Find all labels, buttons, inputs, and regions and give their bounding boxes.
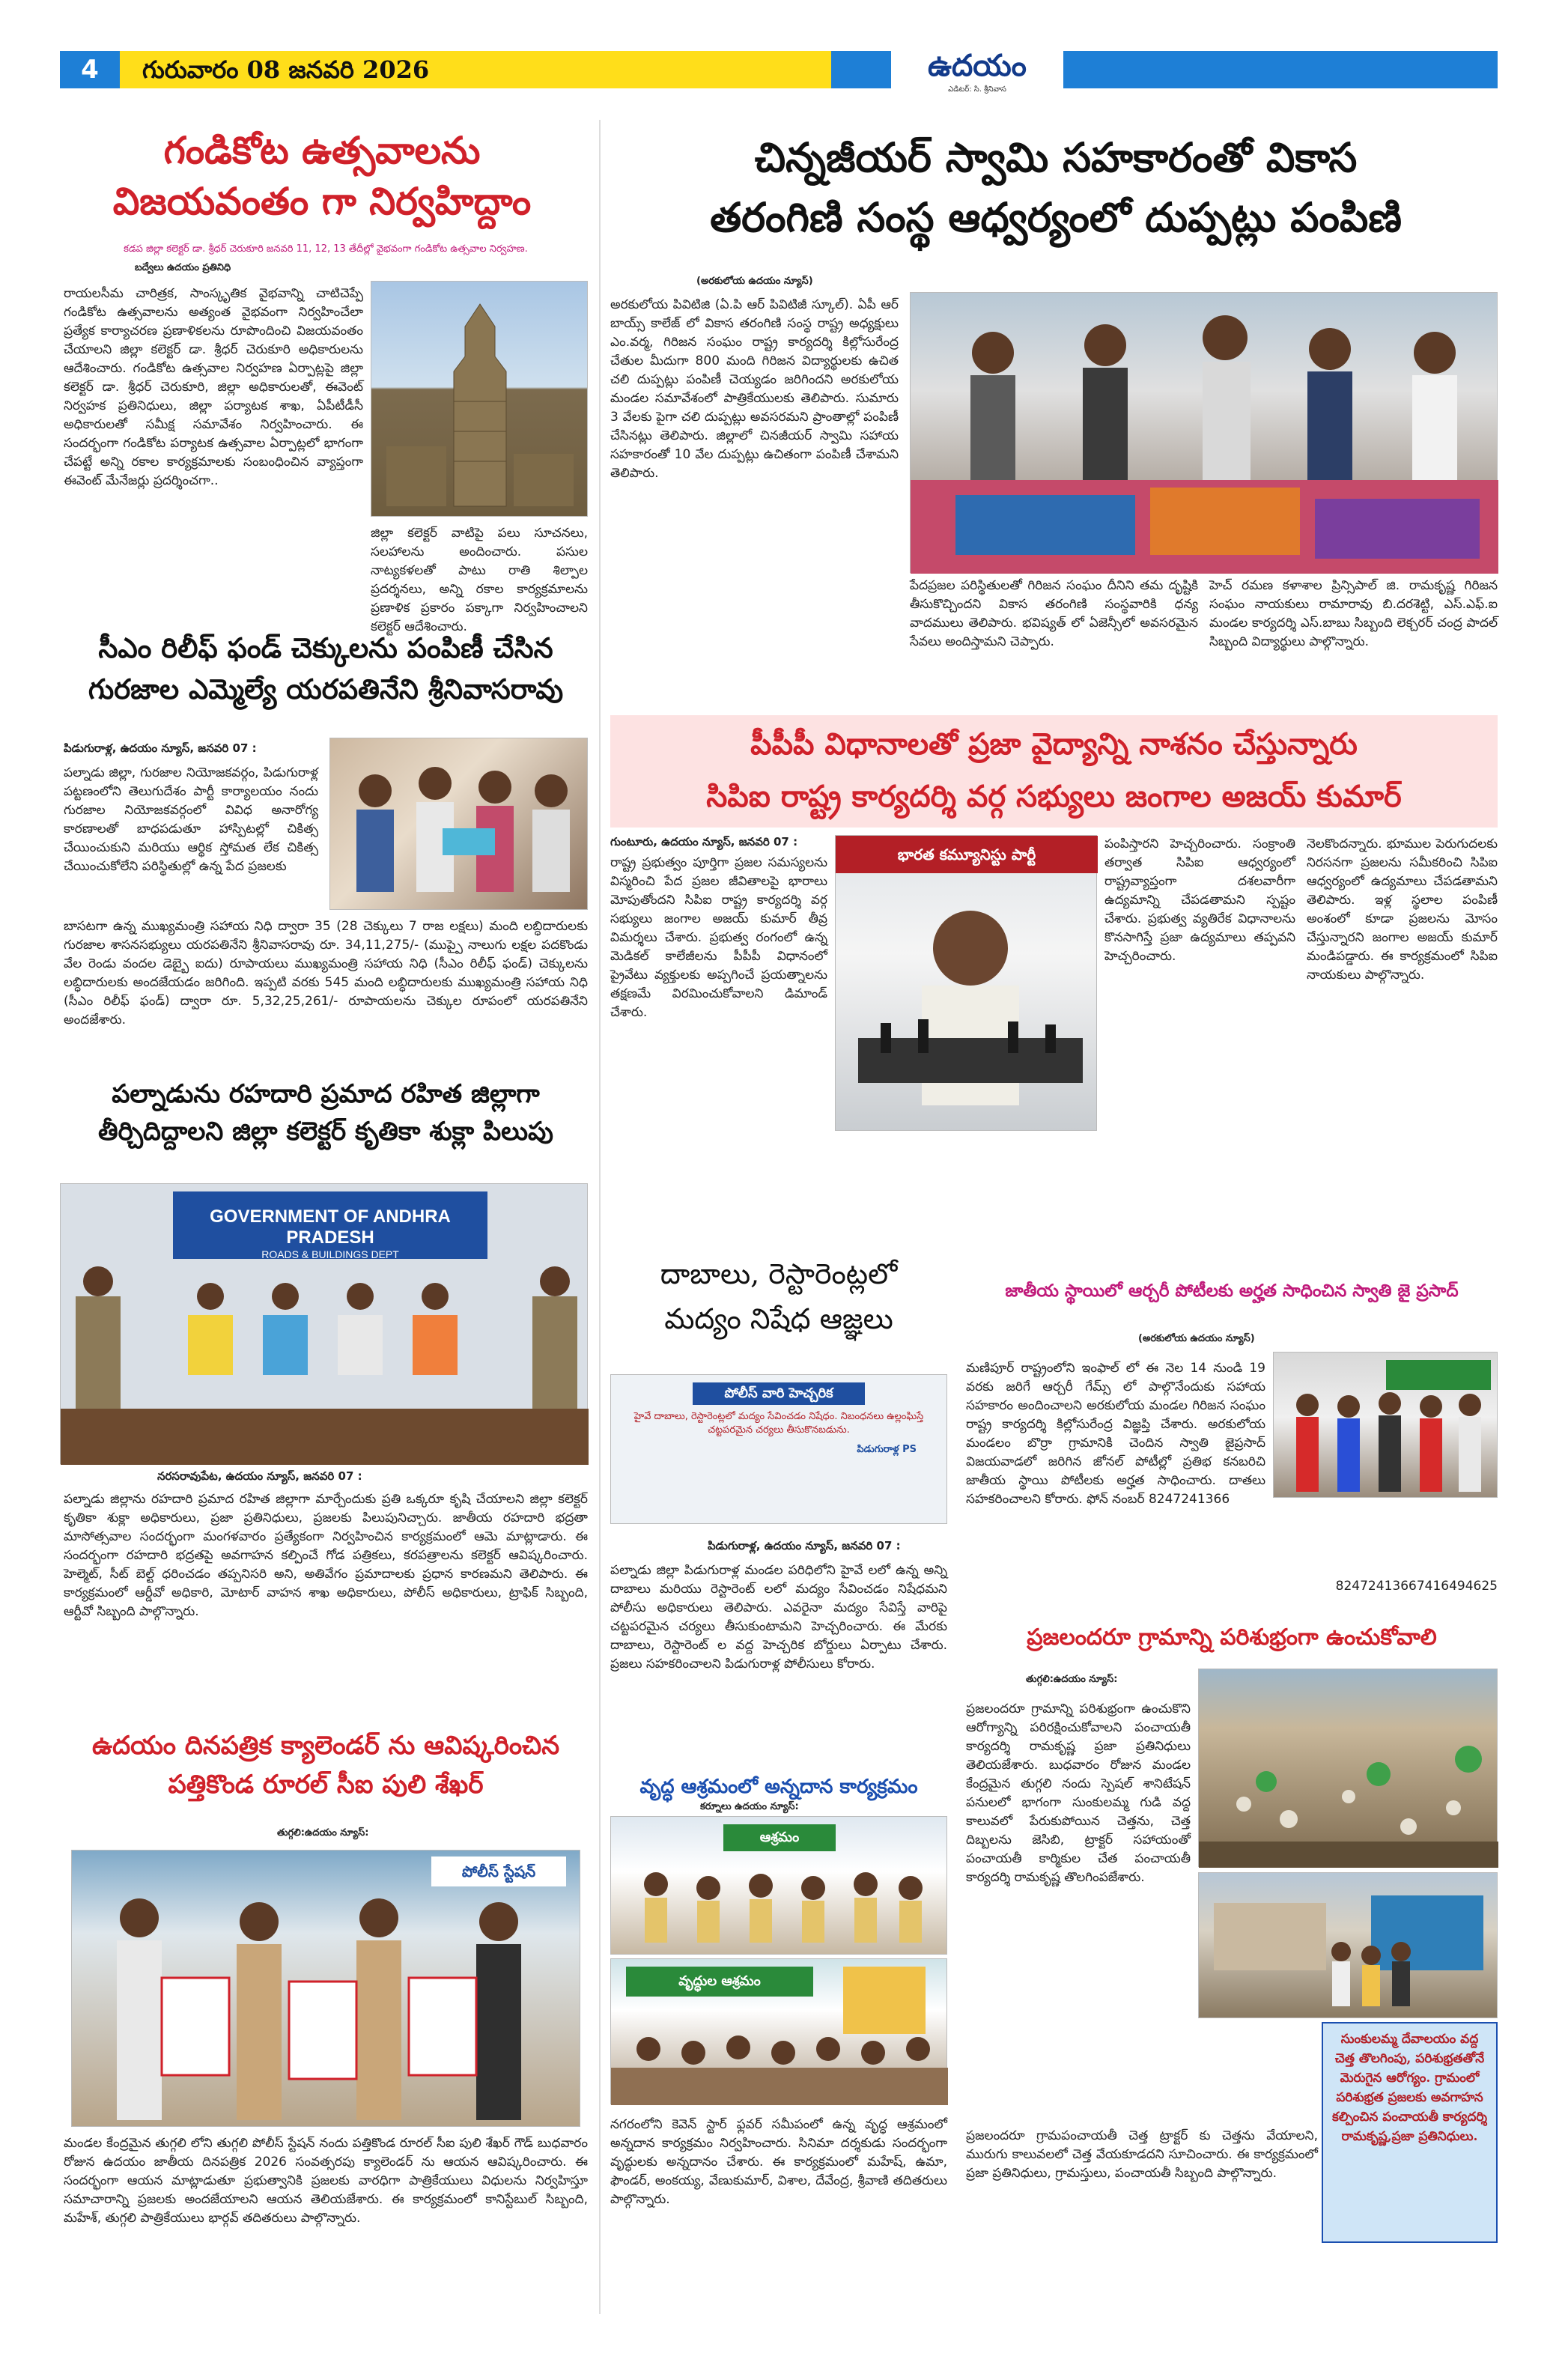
masthead xyxy=(60,48,1498,94)
officials-with-posters-icon xyxy=(61,1184,589,1465)
ppp-body-3: నెలకొందన్నారు. భూముల పెరుగుదలకు నిరసనగా ప్రజలను సమీకరించి సిపిఐ ఆధ్వర్యంలో ఉద్యమాలు చేపడతామని తెలిపారు. ఇళ్ల స్థలాల పంపిణీ అంశంలో కూడా ప్రజలను మోసం చేస్తున్నారని జంగాల అజయ్ కుమార్ మండిపడ్డారు. ఈ కార్యక్రమంలో సిపిఐ నాయకులు పాల్గొన్నారు. xyxy=(1307,837,1498,983)
newspaper-logo xyxy=(891,46,1063,96)
ppp-headline-1: పీపీపీ విధానాలతో ప్రజా వైద్యాన్ని నాశనం చేస్తున్నారు xyxy=(750,726,1358,762)
cpi-banner: భారత కమ్యూనిస్టు పార్టీ xyxy=(836,836,1098,873)
archery-team-photo xyxy=(1273,1352,1498,1498)
palnadu-dateline: నరసరావుపేట, ఉదయం న్యూస్, జనవరి 07 : xyxy=(157,1469,362,1483)
gandikota-body-1: రాయలసీమ చారిత్రక, సాంస్కృతిక వైభవాన్ని చాటిచెప్పే గండికోట ఉత్సవాలను అత్యంత వైభవంగా నిర్వహించేలా ప్రత్యేక కార్యాచరణ ప్రణాళికలను రూపొందించి విజయవంతం చేయాలని జిల్లా కలెక్టర్ డా. శ్రీధర్ చెరుకూరి అధికారులను ఆదేశించారు. గండికోట ఉత్సవాల నిర్వహణ ఏర్పాట్లపై జిల్లా కలెక్టర్ డా. శ్రీధర్ చెరుకూరి, జిల్లా అధికారులతో, ఈవెంట్ నిర్వహక ప్రతినిధులు, జిల్లా పర్యాటక శాఖ, ఏపీటీడీసీ అధికారులతో సమీక్ష సమావేశం నిర్వహించారు. ఈ సందర్భంగా గండికోట పర్యాటక ఉత్సవాల ఏర్పాట్లలో భాగంగా చేపట్టే అన్ని రకాల కార్యక్రమాలకు సంబంధించిన వ్యాప్తంగా ఈవెంట్ మేనేజర్లు ప్రదర్శించగా.. xyxy=(64,286,363,488)
cm-relief-headline-1: సీఎం రిలీఫ్ ఫండ్ చెక్కులను పంపిణీ చేసిన xyxy=(98,631,553,664)
calendar-headline-1: ఉదయం దినపత్రిక క్యాలెండర్ ను ఆవిష్కరించిన xyxy=(91,1731,560,1761)
cleanup-work-photo xyxy=(1198,1872,1498,2018)
dhaba-headline-2: మద్యం నిషేధ ఆజ్ఞలు xyxy=(664,1302,893,1335)
garbage-site-photo xyxy=(1198,1669,1498,1867)
village-clean-callout: సుంకులమ్మ దేవాలయం వద్ద చెత్త తొలగింపు, పరిశుభ్రతతోనే మెరుగైన ఆరోగ్యం. గ్రామంలో పరిశుభ్రత ప్రజలకు అవగాహన కల్పించిన పంచాయతీ కార్యదర్శి రామకృష్ణ,ప్రజా ప్రతినిధులు. xyxy=(1322,2022,1498,2243)
ashram-sign-2: వృద్ధుల ఆశ్రమం xyxy=(626,1967,813,1997)
village-clean-dateline: తుగ్గలి:ఉదయం న్యూస్: xyxy=(1026,1674,1118,1685)
gandikota-headline-1: గండికోట ఉత్సవాలను xyxy=(163,128,481,172)
cm-relief-headline-2: గురజాల ఎమ్మెల్యే యరపతినేని శ్రీనివాసరావు xyxy=(88,673,564,705)
dhaba-dateline: పిడుగురాళ్ల, ఉదయం న్యూస్, జనవరి 07 : xyxy=(708,1539,901,1552)
column-divider xyxy=(599,120,601,2314)
elderly-group-icon xyxy=(611,1959,948,2105)
temple-tower-icon xyxy=(371,282,589,517)
gandikota-dateline: బద్వేలు ఉదయం ప్రతినిధి xyxy=(135,262,231,273)
ppp-headline-2: సిపిఐ రాష్ట్ర కార్యదర్శి వర్గ సభ్యులు జంగాల అజయ్ కుమార్ xyxy=(706,779,1402,814)
govt-banner-title: GOVERNMENT OF ANDHRA PRADESH xyxy=(210,1206,451,1248)
cm-relief-dateline: పిడుగురాళ్ల, ఉదయం న్యూస్, జనవరి 07 : xyxy=(64,741,257,755)
blanket-distribution-photo xyxy=(910,292,1498,573)
jeeyar-headline-1: చిన్నజీయర్ స్వామి సహకారంతో వికాస xyxy=(754,133,1358,181)
calendar-launch-photo xyxy=(71,1850,580,2127)
calendar-dateline: తుగ్గలి:ఉదయం న్యూస్: xyxy=(277,1827,369,1839)
page-number: 4 xyxy=(60,51,120,88)
jeeyar-body-3: హెచ్ రమణ కళాశాల ప్రిన్సిపాల్ జి. రామకృష్ణ గిరిజన సంఘం నాయకులు రామారావు బి.దరశెట్టి, ఎస్.ఎఫ్.ఐ మండల కార్యదర్శి ఎస్.బాబు సిబ్బంది లెక్చరర్ చంద్ర పాదల్ సిబ్బంది విద్యార్థులు పాల్గొన్నారు. xyxy=(1209,578,1498,649)
cm-relief-body-2: బాసటగా ఉన్న ముఖ్యమంత్రి సహాయ నిధి ద్వారా 35 (28 చెక్కులు 7 రాజ లక్షలు) మంది లబ్ధిదారులకు గురజాల శాసనసభ్యులు యరపతినేని శ్రీనివాసరావు రూ. 34,11,275/- (ముప్పై నాలుగు లక్షల పదకొండు వేల రెండు వందల డెబ్బై ఐదు) రూపాయలు ముఖ్యమంత్రి సహాయ నిధి (సీఎం రిలీఫ్ ఫండ్) చెక్కులను లబ్ధిదారులకు అందజేయడం జరిగింది. ఇప్పటి వరకు 545 మంది లబ్ధిదారులకు ముఖ్యమంత్రి సహాయ నిధి (సీఎం రిలీఫ్ ఫండ్) ద్వారా రూ. 5,32,25,261/- రూపాయలను చెక్కుల రూపంలో యరపతినేని అందజేశారు. xyxy=(64,919,588,1027)
calendar-headline-2: పత్తికొండ రూరల్ సీఐ పులి శేఖర్ xyxy=(168,1770,484,1800)
jeeyar-dateline: (అరకులోయ ఉదయం న్యూస్) xyxy=(696,276,813,287)
dhaba-body: పల్నాడు జిల్లా పిడుగురాళ్ల మండల పరిధిలోని హైవే లలో ఉన్న అన్ని దాబాలు మరియు రెస్టారెంట్ లలో మద్యం సేవించడం నిషేధమని పోలీసు అధికారులు తెలిపారు. ఎవరైనా మద్యం సేవిస్తే వారిపై చట్టపరమైన చర్యలు తీసుకుంటామని హెచ్చరించారు. ఈ మేరకు దాబాలు, రెస్టారెంట్ ల వద్ద హెచ్చరిక బోర్డులు ఏర్పాటు చేశారు. ప్రజలు సహకరించాలని పిడుగురాళ్ల పోలీసులు కోరారు. xyxy=(610,1563,947,1672)
archery-phone: 82472413667416494625 xyxy=(1335,1579,1498,1594)
warning-board-title: పోలీస్ వారి హెచ్చరిక xyxy=(693,1382,865,1405)
palnadu-meeting-photo xyxy=(60,1183,588,1464)
police-station-sign: పోలీస్ స్టేషన్ xyxy=(431,1857,566,1886)
gandikota-headline-2: విజయవంతం గా నిర్వహిద్దాం xyxy=(112,179,532,223)
issue-date: గురువారం 08 జనవరి 2026 xyxy=(142,55,430,84)
gandikota-body-2: జిల్లా కలెక్టర్ వాటిపై పలు సూచనలు, సలహాలను అందించారు. పసుల నాట్యకళలతో పాటు రాతి శిల్పాల ప్రదర్శనలు, అన్ని రకాల కార్యక్రమాలను ప్రణాళిక ప్రకారం పక్కాగా నిర్వహించాలని కలెక్టర్ ఆదేశించారు. xyxy=(371,526,588,634)
archery-body: మణిపూర్ రాష్ట్రంలోని ఇంఫాల్ లో ఈ నెల 14 నుండి 19 వరకు జరిగే ఆర్చరీ గేమ్స్ లో పాల్గొనేందుకు సహాయ సహకారం అందించాలని అరకులోయ మండల గిరిజన సంఘం రాష్ట్ర కార్యదర్శి కిల్లోసురేంద్ర విజ్ఞప్తి చేశారు. అరకులోయ మండలం బొర్రా గ్రామానికి చెందిన స్వాతి జైప్రసాద్ విజయవాడలో జరిగిన జోనల్ పోటీల్లో ప్రతిభ కనబరిచి జాతీయ స్థాయి పోటీలకు అర్హత సాధించారు. దాతలు సహకరించాలని కోరారు. ఫోన్ నంబర్ 8247241366 xyxy=(966,1361,1265,1507)
calendar-body: మండల కేంద్రమైన తుగ్గలి లోని తుగ్గలి పోలీస్ స్టేషన్ నందు పత్తికొండ రూరల్ సీఐ పులి శేఖర్ గౌడ్ బుధవారం రోజున ఉదయం జాతీయ దినపత్రిక 2026 సంవత్సరపు క్యాలెండర్ ను ఆయన ఆవిష్కరించారు. ఈ సందర్భంగా ఆయన మాట్లాడుతూ ప్రభుత్వానికి ప్రజలకు వారధిగా పాత్రికేయులు విధులను నిర్వహిస్తూ సమాచారాన్ని ప్రజలకు అందజేయాలని ఆయన తెలియజేశారు. ఈ కార్యక్రమంలో కానిస్టేబుల్ సిబ్బంది, మహేశ్, తుగ్గలి పాత్రికేయులు భార్గవ్ తదితరులు పాల్గొన్నారు. xyxy=(64,2136,588,2226)
ajay-kumar-photo xyxy=(835,835,1097,1131)
logo-text: ఉదయం xyxy=(928,48,1027,83)
police-warning-board-photo xyxy=(610,1374,947,1524)
old-age-home-headline: వృద్ధ ఆశ్రమంలో అన్నదాన కార్యక్రమం xyxy=(639,1776,918,1798)
archery-headline: జాతీయ స్థాయిలో ఆర్చరీ పోటీలకు అర్హత సాధించిన స్వాతి జై ప్రసాద్ xyxy=(1005,1281,1459,1301)
old-age-home-dateline: కర్నూలు ఉదయం న్యూస్: xyxy=(700,1801,799,1812)
people-seated-icon xyxy=(611,1817,948,1955)
palnadu-headline-2: తీర్చిదిద్దాలని జిల్లా కలెక్టర్ కృతికా శుక్లా పిలుపు xyxy=(98,1117,553,1147)
warning-board-text: హైవే దాబాలు, రెస్టారెంట్లలో మద్యం సేవించడం నిషేధం. నిబంధనలు ఉల్లంఘిస్తే చట్టపరమైన చర్యలు తీసుకొనబడును. xyxy=(633,1411,924,1436)
garbage-dump-icon xyxy=(1199,1669,1498,1868)
workers-cleaning-icon xyxy=(1199,1873,1498,2019)
ppp-body-2: పంపిస్తారని హెచ్చరించారు. సంక్రాంతి తర్వాత సిపిఐ ఆధ్వర్యంలో రాష్ట్రవ్యాప్తంగా దశలవారీగా ఉద్యమాన్ని చేపడతామని స్పష్టం చేశారు. ప్రభుత్వ వ్యతిరేక విధానాలను కొనసాగిస్తే ప్రజా ఉద్యమాలు తప్పవని హెచ్చరించారు. xyxy=(1104,837,1295,964)
cm-relief-body-1: పల్నాడు జిల్లా, గురజాల నియోజకవర్గం, పిడుగురాళ్ల పట్టణంలోని తెలుగుదేశం పార్టీ కార్యాలయం నందు గురజాల నియోజకవర్గంలో వివిధ అనారోగ్య కారణాలతో బాధపడుతూ హాస్పిటల్లో చికిత్స చేయించుకుని మరియు ఆర్థిక స్తోమత లేక చికిత్స చేయించుకోలేని పరిస్థితుల్లో ఉన్న పేద ప్రజలకు xyxy=(64,765,318,874)
ppp-dateline: గుంటూరు, ఉదయం న్యూస్, జనవరి 07 : xyxy=(610,835,798,848)
gandikota-subhead: కడప జిల్లా కలెక్టర్ డా. శ్రీధర్ చెరుకూరి జనవరి 11, 12, 13 తేదీల్లో వైభవంగా గండికోట ఉత్సవాల నిర్వహణ. xyxy=(124,243,528,255)
jeeyar-body-1: అరకులోయ పివిటిజి (ఏ.పి ఆర్ పివిటిజీ స్కూల్). ఏపీ ఆర్ బాయ్స్ కాలేజ్ లో వికాస తరంగిణి సంస్థ రాష్ట్ర అధ్యక్షులు ఎం.వర్మ, గిరిజన సంఘం రాష్ట్ర కార్యదర్శి కిల్లోసురేంద్ర చేతుల మీదుగా 800 మంది గిరిజన విద్యార్థులకు ఉచిత చలి దుప్పట్లు పంపిణీ చెయ్యడం జరిగిందని అరకులోయ మండల సమావేశంలో పాత్రికేయులకు తెలిపారు. సుమారు 3 వేలకు పైగా చలి దుప్పట్లు అవసరమని ప్రాంతాల్లో పంపిణీ చేసినట్లు తెలిపారు. జిల్లాలో చినజీయర్ స్వామి సహాయ సహకారంతో 10 వేల దుప్పట్లు ఉచితంగా పంపిణీ చేశామని తెలిపారు. xyxy=(610,297,899,481)
ppp-body-1: రాష్ట్ర ప్రభుత్వం పూర్తిగా ప్రజల సమస్యలను విస్మరించి పేద ప్రజల జీవితాలపై భారాలు మోపుతోందని సిపిఐ రాష్ట్ర కార్యదర్శి వర్గ సభ్యులు జంగాల అజయ్ కుమార్ తీవ్ర విమర్శలు చేశారు. ప్రభుత్వ రంగంలో ఉన్న మెడికల్ కాలేజీలను పీపీపీ విధానంలో ప్రైవేటు వ్యక్తులకు అప్పగించే ప్రయత్నాలను తక్షణమే విరమించుకోవాలని డిమాండ్ చేశారు. xyxy=(610,855,827,1020)
village-clean-body-1: ప్రజలందరూ గ్రామాన్ని పరిశుభ్రంగా ఉంచుకొని ఆరోగ్యాన్ని పరిరక్షించుకోవాలని పంచాయతీ కార్యదర్శి రామకృష్ణ ప్రజా ప్రతినిధులు తెలియజేశారు. బుధవారం రోజున మండల కేంద్రమైన తుగ్గలి నందు స్పెషల్ శానిటేషన్ పనులలో భాగంగా సుంకులమ్మ గుడి వద్ద కాలువలో పేరుకుపోయిన చెత్తను, చెత్త దిబ్బలను జెసిబి, ట్రాక్టర్ సహాయంతో పంచాయతీ కార్మికుల చేత పంచాయతీ కార్యదర్శి రామకృష్ణ తొలగింపజేశారు. xyxy=(966,1701,1191,1885)
speaker-with-microphones-icon xyxy=(836,836,1098,1132)
govt-banner-subtitle: ROADS & BUILDINGS DEPT xyxy=(261,1248,399,1260)
palnadu-headline-1: పల్నాడును రహదారి ప్రమాద రహిత జిల్లాగా xyxy=(112,1079,540,1109)
dhaba-headline-1: దాబాలు, రెస్టారెంట్లలో xyxy=(660,1257,898,1290)
ashram-sign-1: ఆశ్రమం xyxy=(723,1824,836,1851)
village-clean-headline: ప్రజలందరూ గ్రామాన్ని పరిశుభ్రంగా ఉంచుకోవాలి xyxy=(1027,1624,1437,1651)
logo-subtitle: ఎడిటర్: సి. శ్రీనివాస xyxy=(948,85,1006,94)
people-group-icon xyxy=(330,738,589,911)
palnadu-body: పల్నాడు జిల్లాను రహదారి ప్రమాద రహిత జిల్లాగా మార్చేందుకు ప్రతి ఒక్కరూ కృషి చేయాలని జిల్లా కలెక్టర్ కృతికా శుక్లా అధికారులు, ప్రజా ప్రతినిధులు, ప్రజలకు పిలుపునిచ్చారు. జాతీయ రహదారి భద్రతా మాసోత్సవాల సందర్భంగా మంగళవారం ప్రత్యేకంగా నిర్వహించిన కార్యక్రమంలో ఆమె మాట్లాడారు. ఈ సందర్భంగా రహదారి భద్రతపై అవగాహన కల్పించే గోడ పత్రికలు, కరపత్రాలను కలెక్టర్ ఆవిష్కరించారు. హెల్మెట్, సీట్ బెల్ట్ ధరించడం తప్పనిసరి అని, అతివేగం ప్రమాదాలకు ప్రధాన కారణమని తెలిపారు. ఈ కార్యక్రమంలో ఆర్డీవో అధికారి, మోటార్ వాహన శాఖ అధికారులు, పోలీస్ అధికారులు, ట్రాఫిక్ సిబ్బంది, ఆర్టీవో సిబ్బంది పాల్గొన్నారు. xyxy=(64,1492,588,1619)
archery-players-icon xyxy=(1274,1352,1498,1499)
old-age-home-photo-1 xyxy=(610,1816,947,1955)
old-age-home-photo-2 xyxy=(610,1958,947,2104)
blanket-distribution-icon xyxy=(911,293,1498,574)
jeeyar-body-2: పేదప్రజల పరిస్థితులతో గిరిజన సంఘం దీనిని తమ దృష్టికి తీసుకొచ్చిందని వికాస తరంగిణి సంస్థవారికి ధన్య వాదములు తెలిపారు. భవిష్యత్ లో ఏజెన్సీలో అవసరమైన సేవలు అందిస్తామని చెప్పారు. xyxy=(910,578,1198,649)
old-age-home-body: నగరంలోని కెవెన్ స్టార్ ఫ్లవర్ సమీపంలో ఉన్న వృద్ధ ఆశ్రమంలో అన్నదాన కార్యక్రమం నిర్వహించారు. సినిమా దర్శకుడు సందర్భంగా వృద్ధులకు అన్నదానం చేశారు. ఈ కార్యక్రమంలో మహేష్, ఉమా, ఫౌండర్, అంకయ్య, వేణుకుమార్, విశాల, దేవేంద్ర, శ్రీవాణి తదితరులు పాల్గొన్నారు. xyxy=(610,2117,947,2207)
archery-dateline: (అరకులోయ ఉదయం న్యూస్) xyxy=(1138,1333,1255,1344)
police-officers-with-calendars-icon xyxy=(72,1851,581,2128)
jeeyar-headline-2: తరంగిణి సంస్థ ఆధ్వర్యంలో దుప్పట్లు పంపిణి xyxy=(710,193,1402,241)
cm-relief-photo xyxy=(329,738,588,910)
gandikota-fort-photo xyxy=(371,281,588,517)
village-clean-body-2: ప్రజలందరూ గ్రామపంచాయతీ చెత్త ట్రాక్టర్ కు చెత్తను వేయాలని, మురుగు కాలువలలో చెత్త వేయకూడదని సూచించారు. ఈ కార్యక్రమంలో ప్రజా ప్రతినిధులు, గ్రామస్తులు, పంచాయతీ సిబ్బంది పాల్గొన్నారు. xyxy=(966,2128,1318,2181)
warning-board-footer: పిడుగురాళ్ల PS xyxy=(857,1444,917,1455)
